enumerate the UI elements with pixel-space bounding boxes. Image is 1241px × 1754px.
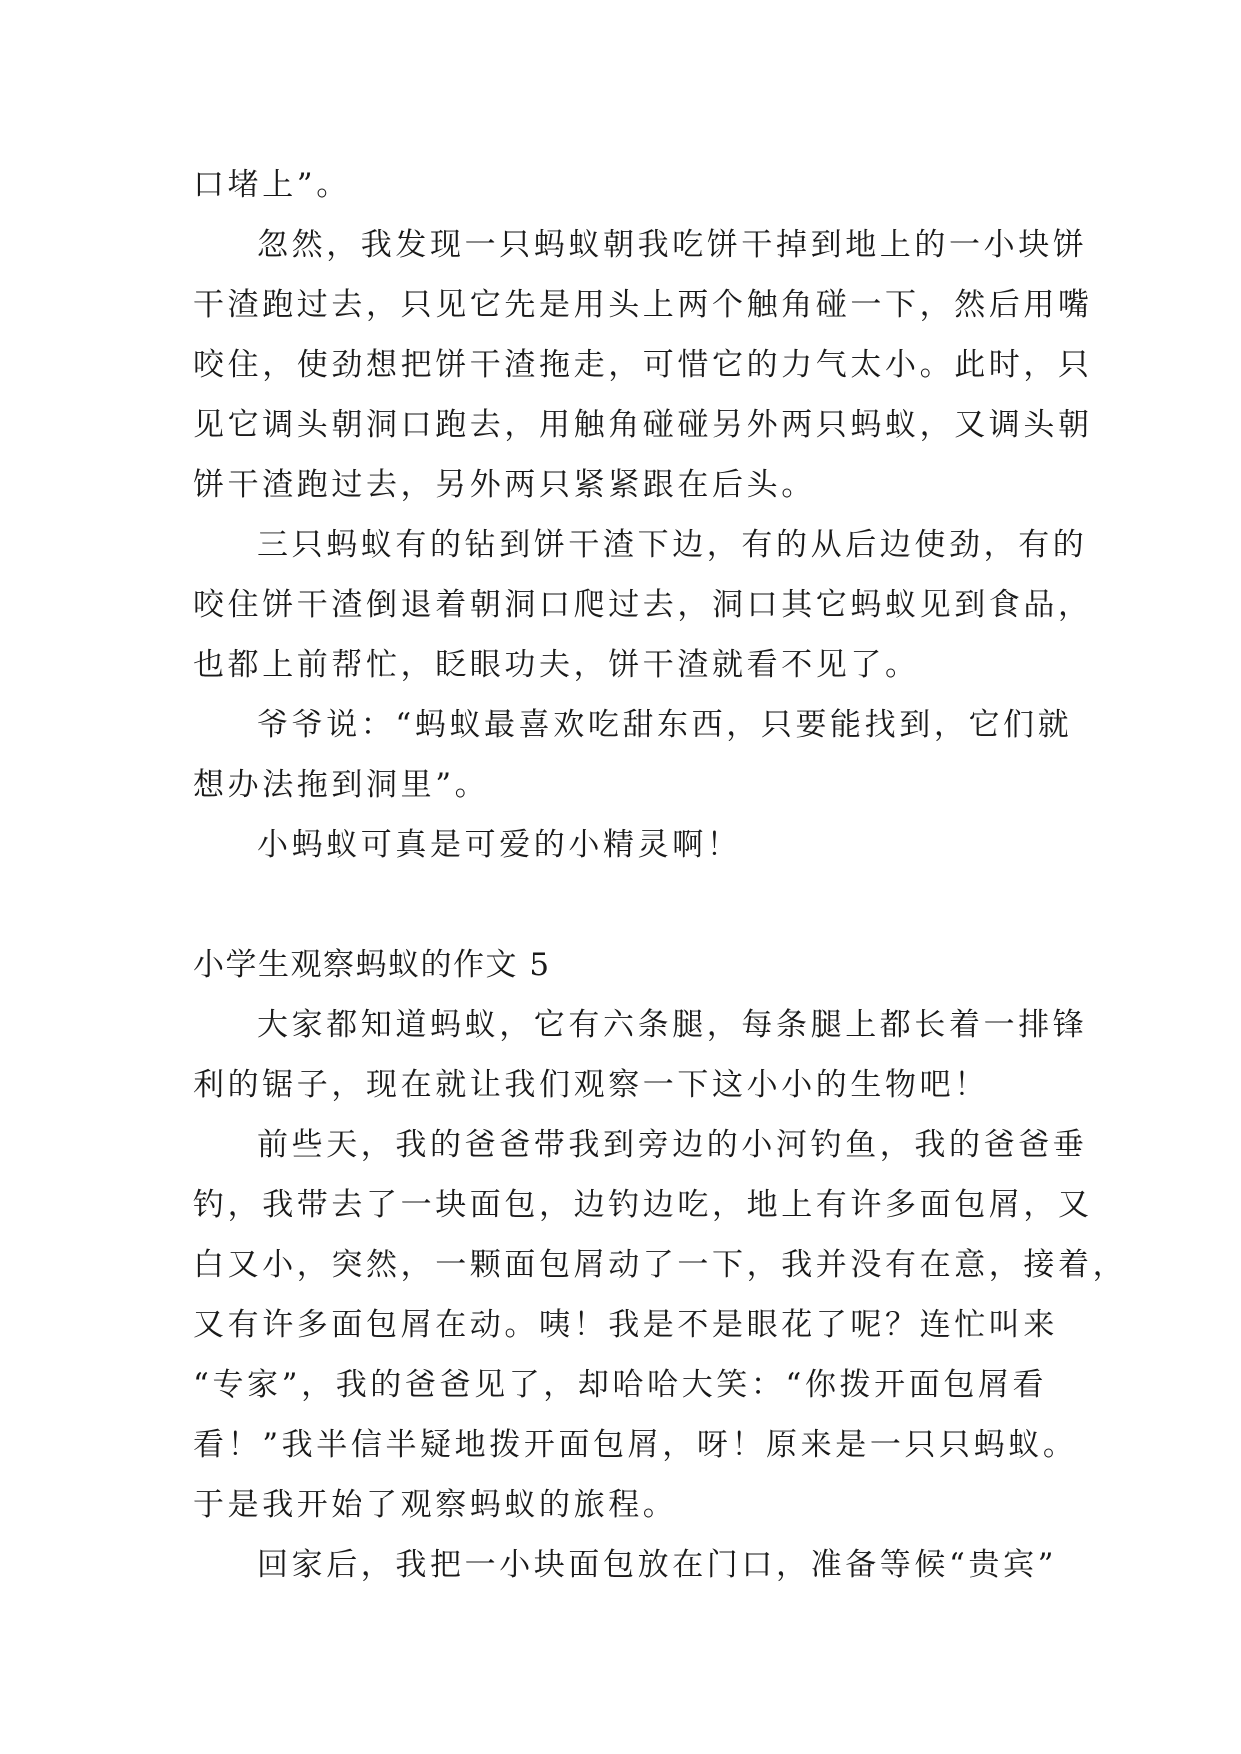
text-line: 爷爷说：“蚂蚁最喜欢吃甜东西，只要能找到，它们就	[257, 707, 1073, 743]
text-line: 咬住饼干渣倒退着朝洞口爬过去，洞口其它蚂蚁见到食品，	[193, 587, 1093, 623]
text-line: 钓，我带去了一块面包，边钓边吃，地上有许多面包屑，又	[193, 1187, 1093, 1223]
text-line: 看！”我半信半疑地拨开面包屑，呀！原来是一只只蚂蚁。	[193, 1427, 1078, 1463]
section-heading: 小学生观察蚂蚁的作文 5	[193, 947, 551, 983]
text-line: “专家”，我的爸爸见了，却哈哈大笑：“你拨开面包屑看	[193, 1367, 1048, 1403]
text-line: 利的锯子，现在就让我们观察一下这小小的生物吧！	[193, 1067, 989, 1103]
text-line: 大家都知道蚂蚁，它有六条腿，每条腿上都长着一排锋	[257, 1007, 1088, 1043]
text-line: 见它调头朝洞口跑去，用触角碰碰另外两只蚂蚁，又调头朝	[193, 407, 1093, 443]
text-line: 也都上前帮忙，眨眼功夫，饼干渣就看不见了。	[193, 647, 920, 683]
text-line: 回家后，我把一小块面包放在门口，准备等候“贵宾”	[257, 1547, 1058, 1583]
text-line: 三只蚂蚁有的钻到饼干渣下边，有的从后边使劲，有的	[257, 527, 1088, 563]
text-line: 前些天，我的爸爸带我到旁边的小河钓鱼，我的爸爸垂	[257, 1127, 1088, 1163]
text-line: 咬住，使劲想把饼干渣拖走，可惜它的力气太小。此时，只	[193, 347, 1093, 383]
text-line: 干渣跑过去，只见它先是用头上两个触角碰一下，然后用嘴	[193, 287, 1093, 323]
text-line: 饼干渣跑过去，另外两只紧紧跟在后头。	[193, 467, 816, 503]
text-line: 又有许多面包屑在动。咦！我是不是眼花了呢？连忙叫来	[193, 1307, 1058, 1343]
text-line: 口堵上”。	[193, 167, 351, 203]
text-line: 想办法拖到洞里”。	[193, 767, 490, 803]
text-line: 忽然，我发现一只蚂蚁朝我吃饼干掉到地上的一小块饼	[257, 227, 1088, 263]
text-line: 于是我开始了观察蚂蚁的旅程。	[193, 1487, 678, 1523]
text-line: 白又小，突然，一颗面包屑动了一下，我并没有在意，接着，	[193, 1247, 1128, 1283]
text-line: 小蚂蚁可真是可爱的小精灵啊！	[257, 827, 742, 863]
paragraph-gap	[193, 875, 1053, 935]
document-page	[193, 155, 1128, 1595]
